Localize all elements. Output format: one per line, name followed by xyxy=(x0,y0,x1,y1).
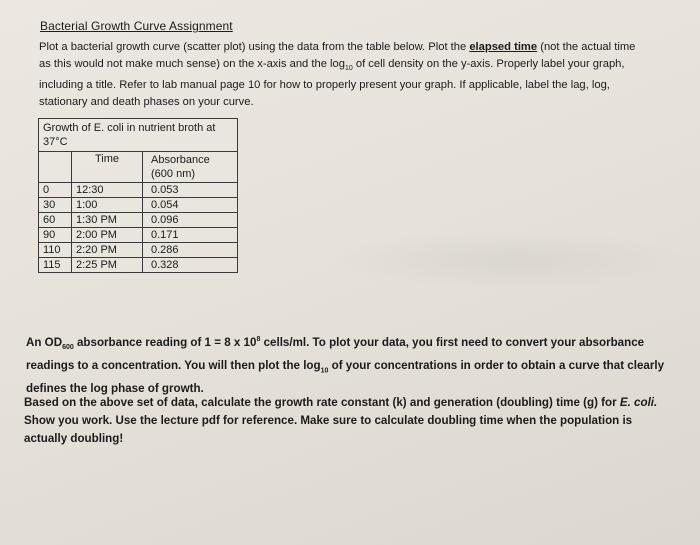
time-cell: 2:00 PM xyxy=(72,228,143,243)
time-cell: 1:00 xyxy=(72,198,143,213)
absorbance-cell: 0.328 xyxy=(143,258,238,273)
assignment-title: Bacterial Growth Curve Assignment xyxy=(40,19,233,33)
absorbance-cell: 0.286 xyxy=(143,243,238,258)
header-absorbance: Absorbance (600 nm) xyxy=(143,152,238,183)
time-cell: 1:30 PM xyxy=(72,213,143,228)
table-row xyxy=(39,228,238,243)
elapsed-min-cell: 30 xyxy=(39,198,72,213)
table-row xyxy=(39,183,238,198)
absorbance-cell: 0.053 xyxy=(143,183,238,198)
time-cell: 2:25 PM xyxy=(72,258,143,273)
table-row xyxy=(39,258,238,273)
table-caption: Growth of E. coli in nutrient broth at 37°C xyxy=(39,119,238,152)
header-time: Time xyxy=(72,152,143,183)
absorbance-cell: 0.171 xyxy=(143,228,238,243)
time-cell: 2:20 PM xyxy=(72,243,143,258)
elapsed-time-emphasis: elapsed time xyxy=(469,41,538,53)
absorbance-cell: 0.054 xyxy=(143,198,238,213)
table-row xyxy=(39,198,238,213)
elapsed-min-cell: 110 xyxy=(39,243,72,258)
header-blank xyxy=(39,152,72,183)
table-row xyxy=(39,243,238,258)
time-cell: 12:30 xyxy=(72,183,143,198)
elapsed-min-cell: 115 xyxy=(39,258,72,273)
table-row xyxy=(39,213,238,228)
growth-data-table xyxy=(38,118,238,273)
species-name: E. coli. xyxy=(619,396,658,409)
conversion-paragraph: An $OD_{600}$ absorbance reading of 1 = 8 x $10^8$ cells/ml. To plot your data, you first need to convert your absorbance readings to a concentration. You will then plot the $\log_{10}$ of your concentrations in order to obtain a curve that clearly defines the log phase of growth. xyxy=(26,335,665,396)
absorbance-cell: 0.096 xyxy=(143,213,238,228)
elapsed-min-cell: 90 xyxy=(39,228,72,243)
bleed-through-shadow xyxy=(330,230,690,290)
elapsed-min-cell: 0 xyxy=(39,183,72,198)
elapsed-min-cell: 60 xyxy=(39,213,72,228)
instructions-paragraph: Plot a bacterial growth curve (scatter plot) using the data from the table below. Plot the elapsed time (not the actual time as this would not make much sense) on the x-axis and the $\log_{10}$ of cell density on the y-axis. Properly label your graph, including a title. Refer to lab manual page 10 for how to properly present your graph. If applicable, label the lag, log, stationary and death phases on your curve. xyxy=(39,41,636,109)
growth-rate-paragraph: Based on the above set of data, calculate the growth rate constant (k) and generation (doubling) time (g) for E. coli. Show you work. Use the lecture pdf for reference. Make sure to calculate doubling time when the population is actually doubling! xyxy=(24,396,658,445)
